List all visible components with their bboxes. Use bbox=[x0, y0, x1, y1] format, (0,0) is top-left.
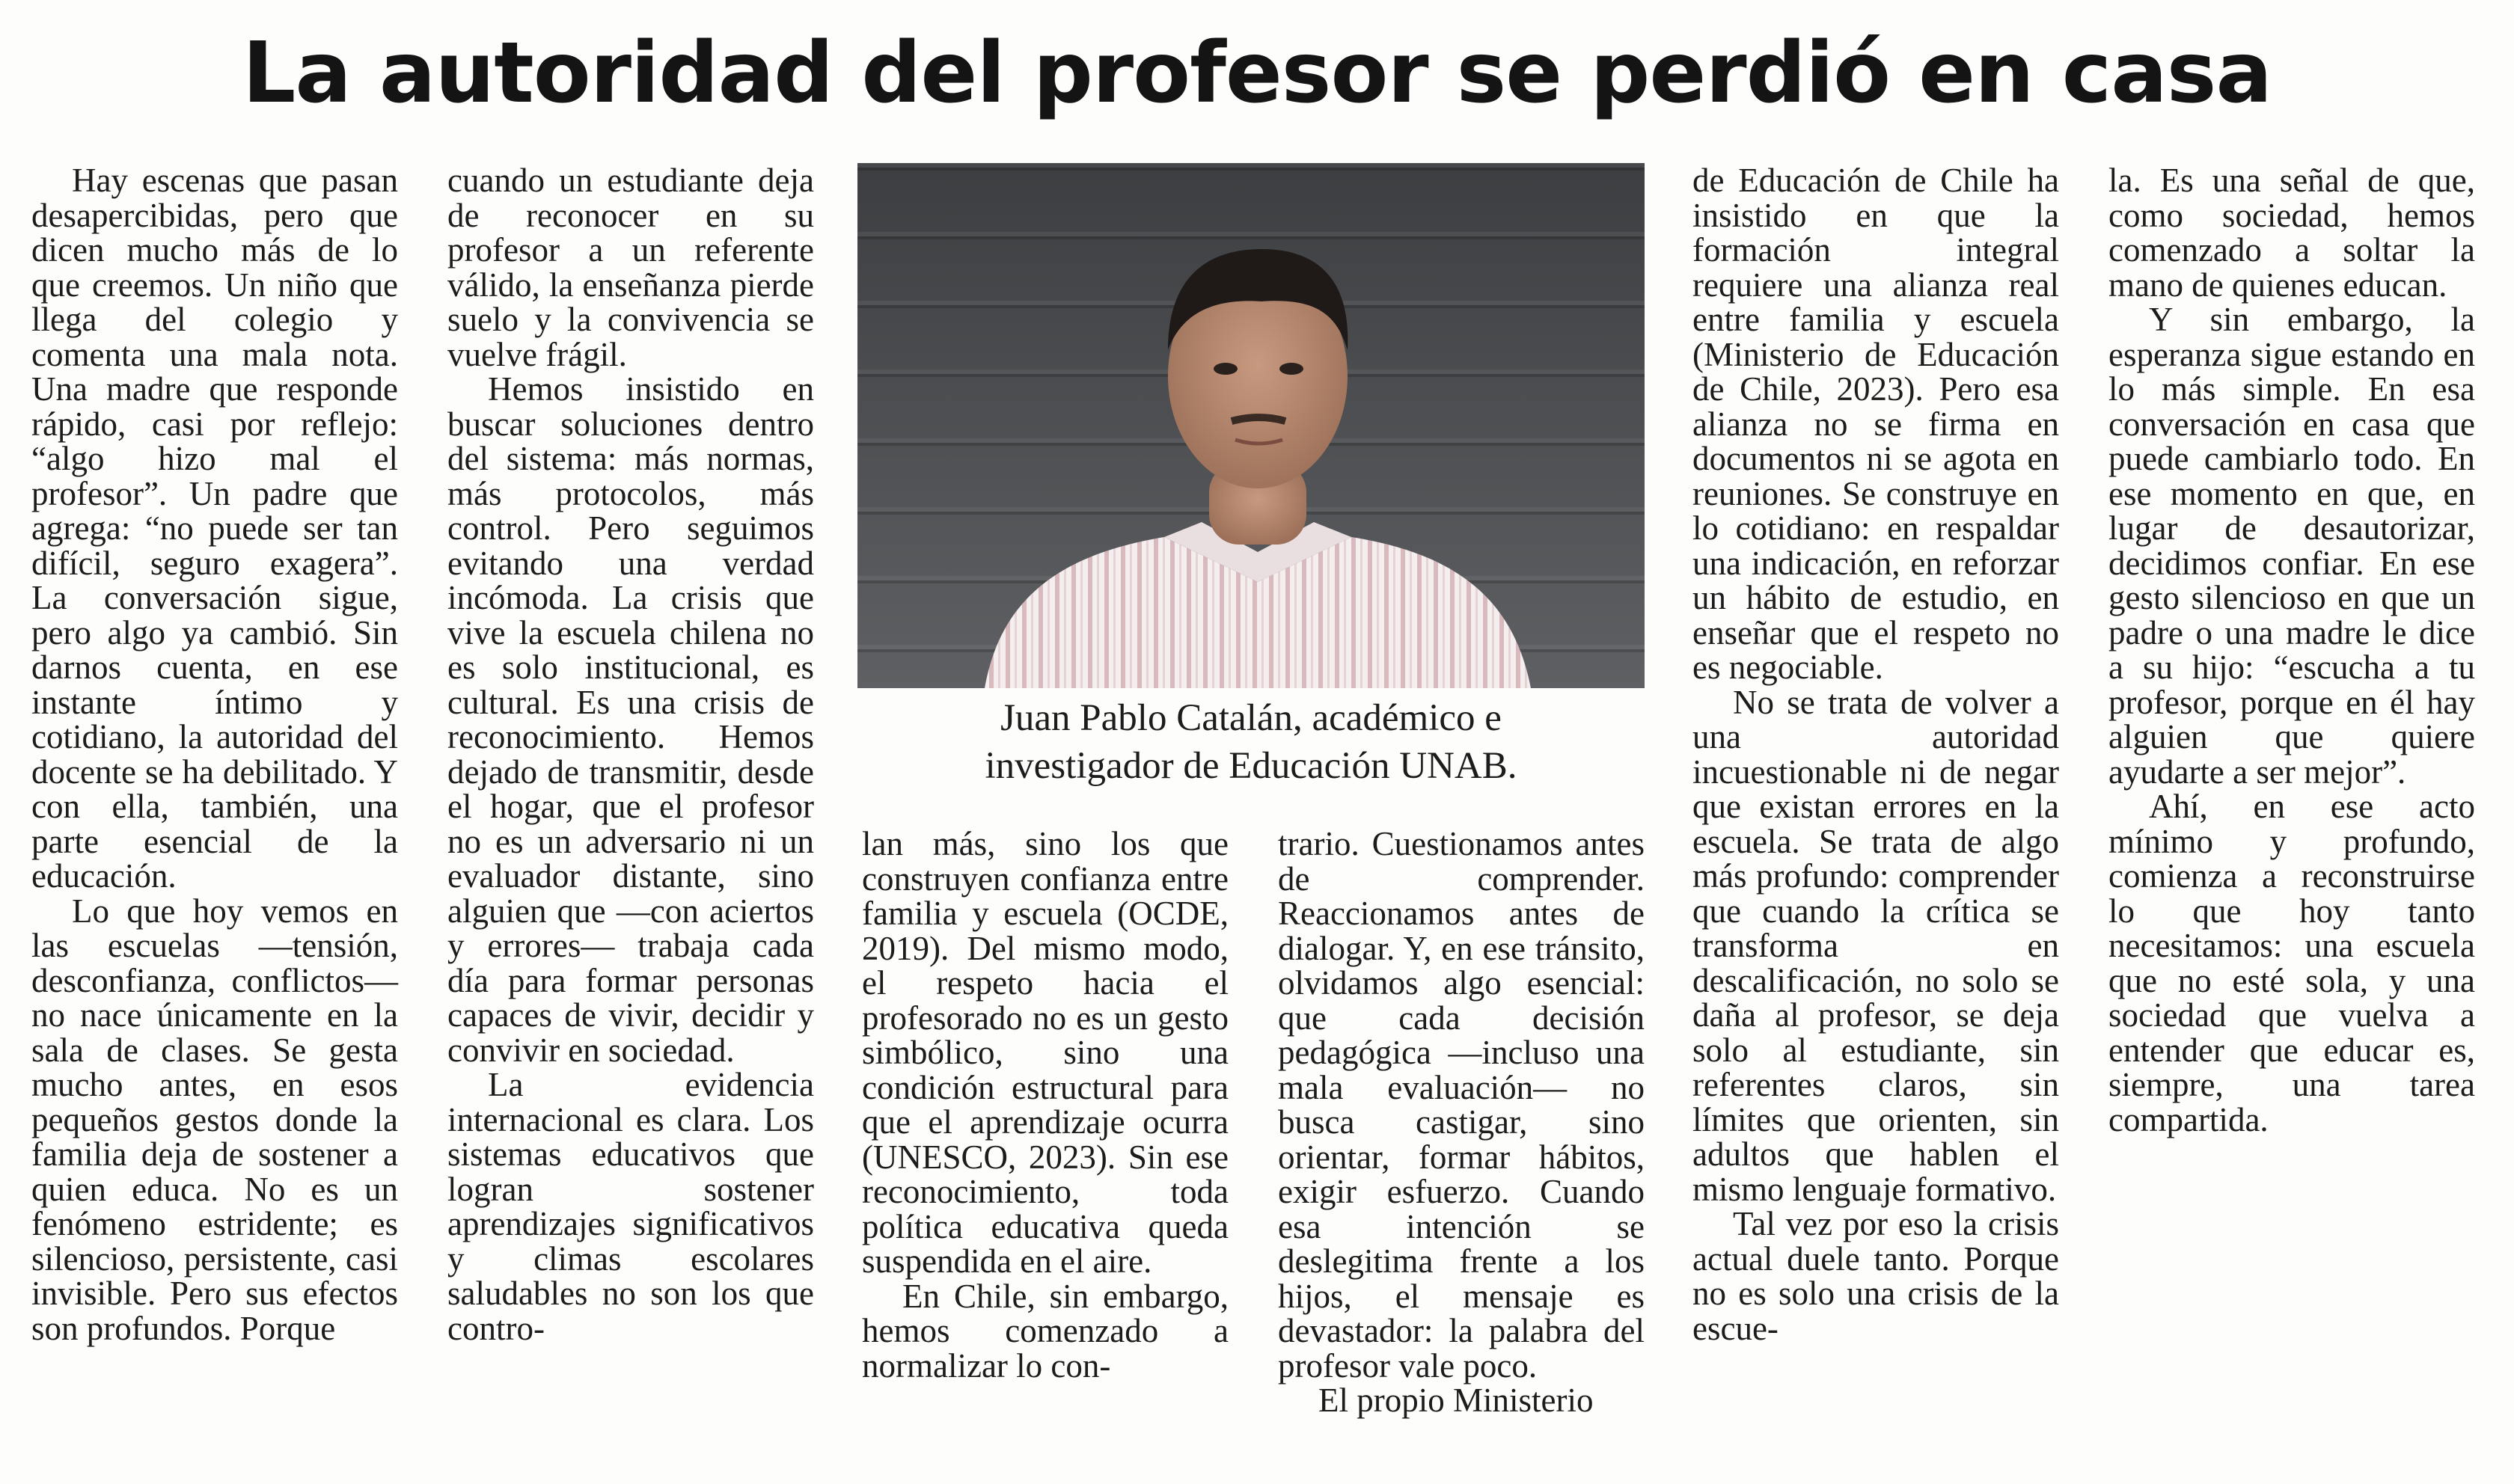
article-paragraph: Y sin embargo, la esperanza sigue estando en lo más simple. En esa conversación en casa que puede cambiarlo todo. En ese momento en que, en lugar de desautorizar, decidimos confiar. En ese gesto silencioso en que un padre o una madre le dice a su hijo: “escucha a tu profesor, porque en él hay alguien que quiere ayudarte a ser mejor”. bbox=[2108, 301, 2475, 791]
article-paragraph: No se trata de volver a una autoridad incuestionable ni de negar que existan errores en la escuela. Se trata de algo más profundo: comprender que cuando la crítica se transforma en descalificación, no solo se daña al profesor, se deja solo al estudiante, sin referentes claros, sin límites que orienten, sin adultos que hablen el mismo lenguaje formativo. bbox=[1692, 683, 2059, 1208]
author-photo bbox=[857, 163, 1645, 688]
article-column-4 bbox=[1278, 827, 1645, 1447]
article-paragraph: El propio Ministerio bbox=[1318, 1382, 1594, 1419]
article-column-3 bbox=[862, 827, 1229, 1447]
article-paragraph: La evidencia internacional es clara. Los sistemas educativos que logran sostener aprendizajes significativos y climas escolares saludables no son los que contro- bbox=[447, 1066, 814, 1347]
article-paragraph: Ahí, en ese acto mínimo y profundo, comienza a reconstruirse lo que hoy tanto necesitamos: una escuela que no esté sola, y una sociedad que vuelva a entender que educar es, siempre, una tarea compartida. bbox=[2108, 788, 2475, 1138]
photo-caption bbox=[857, 694, 1645, 790]
caption-line-1: Juan Pablo Catalán, académico e bbox=[1000, 697, 1502, 739]
article-paragraph: En Chile, sin embargo, hemos comenzado a normalizar lo con- bbox=[862, 1277, 1229, 1385]
article-paragraph: la. Es una señal de que, como sociedad, hemos comenzado a soltar la mano de quienes educan. bbox=[2108, 162, 2475, 304]
article-column-2 bbox=[447, 163, 814, 1450]
article-column-1 bbox=[31, 163, 398, 1450]
article-paragraph: de Educación de Chile ha insistido en que la formación integral requiere una alianza real entre familia y escuela (Ministerio de Educación de Chile, 2023). Pero esa alianza no se firma en documentos ni se agota en reuniones. Se construye en lo cotidiano: en respaldar una indicación, en reforzar un hábito de estudio, en enseñar que el respeto no es negociable. bbox=[1692, 162, 2059, 686]
article-column-5 bbox=[1692, 163, 2059, 1450]
article-paragraph: Hemos insistido en buscar soluciones dentro del sistema: más normas, más protocolos, más control. Pero seguimos evitando una verdad incómoda. La crisis que vive la escuela chilena no es solo institucional, es cultural. Es una crisis de reconocimiento. Hemos dejado de transmitir, desde el hogar, que el profesor no es un adversario ni un evaluador distante, sino alguien que —con aciertos y errores— trabaja cada día para formar personas capaces de vivir, decidir y convivir en sociedad. bbox=[447, 370, 814, 1069]
headline: La autoridad del profesor se perdió en casa bbox=[242, 25, 2272, 122]
article-paragraph: Hay escenas que pasan desapercibidas, pero que dicen mucho más de lo que creemos. Un niño que llega del colegio y comenta una mala nota. Una madre que responde rápido, casi por reflejo: “algo hizo mal el profesor”. Un padre que agrega: “no puede ser tan difícil, seguro exagera”. La conversación sigue, pero algo ya cambió. Sin darnos cuenta, en ese instante íntimo y cotidiano, la autoridad del docente se ha debilitado. Y con ella, también, una parte esencial de la educación. bbox=[31, 162, 398, 895]
caption-line-2: investigador de Educación UNAB. bbox=[985, 745, 1517, 787]
article-paragraph: cuando un estudiante deja de reconocer en su profesor a un referente válido, la enseñanza pierde suelo y la convivencia se vuelve frágil. bbox=[447, 162, 814, 373]
portrait-figure bbox=[857, 163, 1645, 688]
article-paragraph: lan más, sino los que construyen confianza entre familia y escuela (OCDE, 2019). Del mismo modo, el respeto hacia el profesorado no es un gesto simbólico, sino una condición estructural para que el aprendizaje ocurra (UNESCO, 2023). Sin ese reconocimiento, toda política educativa queda suspendida en el aire. bbox=[862, 825, 1229, 1280]
article-paragraph: Tal vez por eso la crisis actual duele tanto. Porque no es solo una crisis de la escue- bbox=[1692, 1205, 2059, 1347]
article-paragraph: trario. Cuestionamos antes de comprender. Reaccionamos antes de dialogar. Y, en ese tránsito, olvidamos algo esencial: que cada decisión pedagógica —incluso una mala evaluación— no busca castigar, sino orientar, formar hábitos, exigir esfuerzo. Cuando esa intención se deslegitima frente a los hijos, el mensaje es devastador: la palabra del profesor vale poco. bbox=[1278, 825, 1645, 1385]
article-column-6 bbox=[2108, 163, 2475, 1450]
article-paragraph: Lo que hoy vemos en las escuelas —tensión, desconfianza, conflictos— no nace únicamente en la sala de clases. Se gesta mucho antes, en esos pequeños gestos donde la familia deja de sostener a quien educa. No es un fenómeno estridente; es silencioso, persistente, casi invisible. Pero sus efectos son profundos. Porque bbox=[31, 892, 398, 1347]
